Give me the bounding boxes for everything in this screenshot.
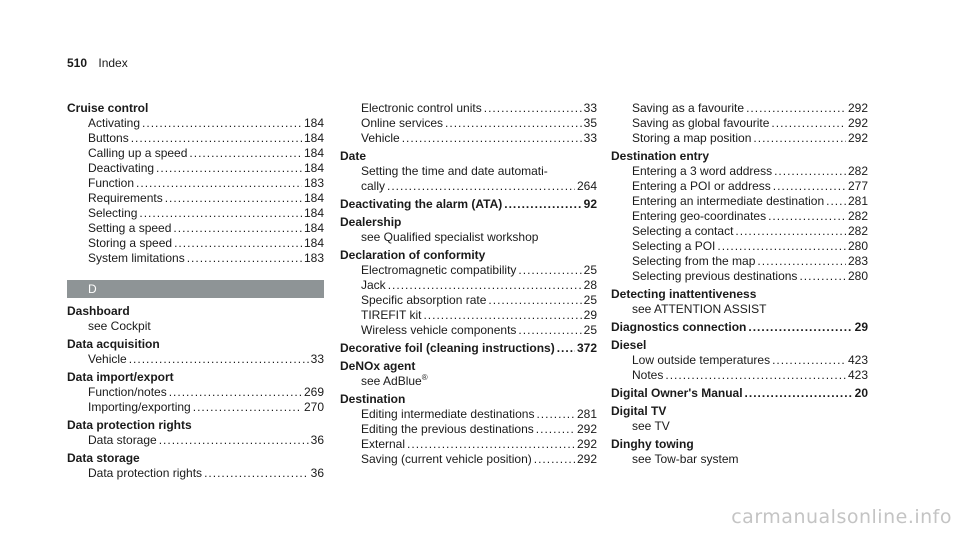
leader-dots [745, 386, 853, 401]
index-entry [67, 418, 324, 448]
leader-dots [504, 197, 581, 212]
entry-heading: Data storage [67, 451, 140, 465]
entry-heading: Digital TV [611, 404, 667, 418]
entry-text: Selecting from the map [632, 254, 756, 268]
index-subentry[interactable] [67, 191, 324, 206]
index-subentry[interactable] [67, 385, 324, 400]
page-reference[interactable]: 277 [847, 179, 868, 193]
index-entry [340, 149, 597, 194]
entry-text: Selecting previous destinations [632, 269, 798, 283]
page-reference[interactable]: 33 [583, 101, 597, 115]
entry-heading: Dashboard [67, 304, 130, 318]
index-subentry[interactable] [611, 194, 868, 209]
entry-text: Low outside temperatures [632, 353, 771, 367]
page-reference[interactable]: 29 [854, 320, 868, 334]
leader-dots [136, 176, 302, 191]
entry-text: Calling up a speed [88, 146, 188, 160]
entry-text: Editing the previous destinations [361, 422, 534, 436]
leader-dots [159, 433, 309, 448]
leader-dots [768, 209, 846, 224]
page-reference[interactable]: 184 [303, 191, 324, 205]
leader-dots [757, 254, 846, 269]
leader-dots [717, 239, 846, 254]
index-subentry[interactable] [67, 161, 324, 176]
page-reference[interactable]: 282 [847, 164, 868, 178]
see-reference[interactable] [611, 302, 868, 317]
index-entry [340, 197, 597, 212]
entry-text: cally [361, 179, 386, 193]
leader-dots [174, 236, 302, 251]
leader-dots [407, 437, 575, 452]
leader-dots [388, 278, 582, 293]
leader-dots [129, 352, 309, 367]
leader-dots [826, 194, 846, 209]
leader-dots [204, 466, 309, 481]
entry-text: Selecting [88, 206, 138, 220]
index-entry [340, 215, 597, 245]
index-subentry[interactable] [67, 251, 324, 266]
see-text: see Tow-bar system [632, 452, 739, 466]
index-subentry[interactable] [611, 239, 868, 254]
entry-text: Online services [361, 116, 444, 130]
see-text: see ATTENTION ASSIST [632, 302, 767, 316]
index-subentry[interactable] [67, 400, 324, 415]
index-entry [340, 392, 597, 467]
page-reference[interactable]: 184 [303, 161, 324, 175]
entry-text: External [361, 437, 406, 451]
page-reference[interactable]: 184 [303, 236, 324, 250]
leader-dots [484, 101, 582, 116]
index-entry-line[interactable] [340, 341, 597, 356]
index-subentry[interactable] [340, 179, 597, 194]
index-entry-line[interactable] [340, 197, 597, 212]
leader-dots [173, 221, 302, 236]
index-subentry[interactable] [340, 452, 597, 467]
leader-dots [735, 224, 846, 239]
index-entry [67, 451, 324, 481]
entry-heading: Destination [340, 392, 406, 406]
page-number: 510 [67, 56, 88, 70]
page-reference[interactable]: 92 [583, 197, 597, 211]
leader-dots [518, 263, 581, 278]
page-reference[interactable]: 292 [847, 131, 868, 145]
leader-dots [518, 323, 581, 338]
index-entry-line[interactable] [611, 320, 868, 335]
index-subentry[interactable] [340, 323, 597, 338]
see-reference[interactable] [340, 374, 597, 389]
entry-heading: Diesel [611, 338, 647, 352]
index-entry [67, 304, 324, 334]
leader-dots [193, 400, 302, 415]
see-reference[interactable] [340, 230, 597, 245]
page-reference[interactable]: 25 [583, 263, 597, 277]
page-reference[interactable]: 372 [576, 341, 597, 355]
index-subentry[interactable] [611, 179, 868, 194]
entry-text: Electromagnetic compatibility [361, 263, 517, 277]
leader-dots [772, 353, 846, 368]
entry-text: Entering a POI or address [632, 179, 771, 193]
entry-text: Vehicle [88, 352, 127, 366]
leader-dots [536, 407, 575, 422]
leader-dots [773, 179, 846, 194]
page-reference[interactable]: 184 [303, 146, 324, 160]
index-entry-line[interactable] [611, 386, 868, 401]
page-reference[interactable]: 29 [583, 308, 597, 322]
entry-heading: Cruise control [67, 101, 149, 115]
page-reference[interactable]: 282 [847, 209, 868, 223]
index-subentry[interactable] [340, 278, 597, 293]
index-column-3 [611, 101, 868, 470]
entry-heading: Declaration of conformity [340, 248, 486, 262]
entry-heading: Data import/export [67, 370, 174, 384]
leader-dots [748, 320, 852, 335]
entry-text: Requirements [88, 191, 163, 205]
leader-dots [139, 206, 302, 221]
index-entry [340, 248, 597, 338]
index-subentry[interactable] [611, 164, 868, 179]
entry-heading: Date [340, 149, 367, 163]
index-subentry[interactable] [611, 116, 868, 131]
leader-dots [488, 293, 581, 308]
leader-dots [187, 251, 302, 266]
entry-text: Selecting a POI [632, 239, 716, 253]
index-subentry[interactable] [611, 269, 868, 284]
page-reference[interactable]: 423 [847, 368, 868, 382]
page-reference[interactable]: 292 [576, 422, 597, 436]
page-reference[interactable]: 28 [583, 278, 597, 292]
page-reference[interactable]: 292 [847, 116, 868, 130]
page-reference[interactable]: 292 [576, 452, 597, 466]
index-subentry[interactable] [67, 206, 324, 221]
leader-dots [169, 385, 302, 400]
leader-dots [753, 131, 846, 146]
index-subentry[interactable] [611, 131, 868, 146]
index-subentry[interactable] [67, 116, 324, 131]
watermark: carmanualsonline.info [731, 506, 952, 528]
see-reference[interactable] [67, 319, 324, 334]
page-reference[interactable]: 184 [303, 206, 324, 220]
index-subentry[interactable] [67, 352, 324, 367]
entry-text: Storing a map position [632, 131, 752, 145]
leader-dots [665, 368, 846, 383]
index-entry [67, 101, 324, 266]
index-subentry[interactable] [67, 176, 324, 191]
index-entry [611, 101, 868, 146]
entry-text: Deactivating the alarm (ATA) [340, 197, 503, 211]
leader-dots [156, 161, 302, 176]
index-subentry[interactable] [611, 368, 868, 383]
entry-text: Electronic control units [361, 101, 482, 115]
page-reference[interactable]: 281 [847, 194, 868, 208]
leader-dots [131, 131, 302, 146]
page-title: Index [98, 56, 128, 70]
entry-heading: Data protection rights [67, 418, 192, 432]
index-subentry[interactable] [67, 146, 324, 161]
index-subentry[interactable] [67, 466, 324, 481]
index-subentry[interactable] [611, 101, 868, 116]
see-text: see TV [632, 419, 670, 433]
entry-text: TIREFIT kit [361, 308, 422, 322]
index-subentry[interactable] [67, 433, 324, 448]
leader-dots [142, 116, 302, 131]
index-subentry[interactable] [340, 308, 597, 323]
page-reference[interactable]: 183 [303, 251, 324, 265]
entry-text: Data protection rights [88, 466, 203, 480]
entry-text: Data storage [88, 433, 157, 447]
entry-heading: Data acquisition [67, 337, 160, 351]
index-entry [611, 404, 868, 434]
entry-text: Specific absorption rate [361, 293, 487, 307]
index-subentry[interactable] [611, 254, 868, 269]
entry-text: Buttons [88, 131, 129, 145]
leader-dots [799, 269, 846, 284]
page-reference[interactable]: 423 [847, 353, 868, 367]
entry-text: Jack [361, 278, 386, 292]
index-column-1 [67, 101, 324, 484]
index-column-2 [340, 101, 597, 470]
page-header [67, 56, 128, 70]
entry-text: Setting a speed [88, 221, 172, 235]
page-reference[interactable]: 292 [847, 101, 868, 115]
entry-text: Digital Owner's Manual [611, 386, 743, 400]
entry-text: Activating [88, 116, 141, 130]
entry-text: Function/notes [88, 385, 167, 399]
index-entry [611, 386, 868, 401]
index-subentry[interactable] [340, 131, 597, 146]
index-entry [611, 338, 868, 383]
leader-dots [771, 116, 846, 131]
index-entry [67, 370, 324, 415]
index-subentry[interactable] [340, 101, 597, 116]
index-subentry[interactable] [67, 221, 324, 236]
entry-heading: Destination entry [611, 149, 710, 163]
index-entry [67, 337, 324, 367]
index-subentry[interactable] [67, 236, 324, 251]
index-entry [611, 437, 868, 467]
index-subentry[interactable] [340, 407, 597, 422]
leader-dots [402, 131, 582, 146]
entry-heading: Detecting inattentiveness [611, 287, 757, 301]
see-text: see Qualified specialist workshop [361, 230, 539, 244]
entry-text: Saving (current vehicle position) [361, 452, 532, 466]
see-text: see Cockpit [88, 319, 151, 333]
index-subentry[interactable] [611, 353, 868, 368]
index-entry [611, 149, 868, 284]
index-subentry[interactable] [340, 422, 597, 437]
leader-dots [774, 164, 846, 179]
page-reference[interactable]: 33 [310, 352, 324, 366]
page-reference[interactable]: 184 [303, 131, 324, 145]
entry-text: Selecting a contact [632, 224, 734, 238]
letter-heading: D [67, 280, 324, 298]
entry-heading: DeNOx agent [340, 359, 416, 373]
entry-text: Wireless vehicle components [361, 323, 517, 337]
entry-text: Entering a 3 word address [632, 164, 773, 178]
index-entry [340, 341, 597, 356]
registered-mark: ® [421, 373, 428, 382]
leader-dots [189, 146, 302, 161]
index-entry [611, 320, 868, 335]
page-reference[interactable]: 280 [847, 269, 868, 283]
index-subentry[interactable] [611, 224, 868, 239]
page-reference[interactable]: 264 [576, 179, 597, 193]
entry-text: Function [88, 176, 135, 190]
page-reference[interactable]: 25 [583, 323, 597, 337]
entry-text: Entering an intermediate destination [632, 194, 825, 208]
page-reference[interactable]: 292 [576, 437, 597, 451]
page-reference[interactable]: 36 [310, 466, 324, 480]
entry-text: Deactivating [88, 161, 155, 175]
page-reference[interactable]: 280 [847, 239, 868, 253]
entry-text: Saving as global favourite [632, 116, 770, 130]
entry-text: Diagnostics connection [611, 320, 747, 334]
index-entry [340, 101, 597, 146]
entry-text: System limitations [88, 251, 185, 265]
page-reference[interactable]: 184 [303, 116, 324, 130]
leader-dots [165, 191, 302, 206]
page-reference[interactable]: 25 [583, 293, 597, 307]
leader-dots [557, 341, 575, 356]
index-entry [611, 287, 868, 317]
entry-text: Importing/exporting [88, 400, 191, 414]
index-subentry[interactable] [611, 209, 868, 224]
page-reference[interactable]: 33 [583, 131, 597, 145]
leader-dots [534, 452, 575, 467]
index-entry [340, 359, 597, 389]
see-reference[interactable] [611, 452, 868, 467]
leader-dots [445, 116, 582, 131]
entry-text: Notes [632, 368, 664, 382]
see-text: see AdBlue [361, 374, 422, 388]
page-reference[interactable]: 184 [303, 221, 324, 235]
entry-text-wrapped: Setting the time and date automati- [361, 164, 548, 178]
index-subentry[interactable] [67, 131, 324, 146]
entry-heading: Dealership [340, 215, 402, 229]
leader-dots [746, 101, 846, 116]
entry-text: Editing intermediate destinations [361, 407, 535, 421]
entry-text: Decorative foil (cleaning instructions) [340, 341, 555, 355]
page-reference[interactable]: 282 [847, 224, 868, 238]
index-subentry[interactable] [340, 263, 597, 278]
page-reference[interactable]: 270 [303, 400, 324, 414]
page-reference[interactable]: 281 [576, 407, 597, 421]
page-reference[interactable]: 269 [303, 385, 324, 399]
index-subentry[interactable] [340, 116, 597, 131]
entry-text: Saving as a favourite [632, 101, 745, 115]
page-reference[interactable]: 183 [303, 176, 324, 190]
see-reference[interactable] [611, 419, 868, 434]
index-subentry[interactable] [340, 437, 597, 452]
entry-text: Storing a speed [88, 236, 173, 250]
leader-dots [387, 179, 575, 194]
leader-dots [423, 308, 581, 323]
leader-dots [536, 422, 575, 437]
entry-text: Entering geo-coordinates [632, 209, 767, 223]
page-reference[interactable]: 35 [583, 116, 597, 130]
page-reference[interactable]: 20 [854, 386, 868, 400]
entry-text: Vehicle [361, 131, 400, 145]
page-reference[interactable]: 36 [310, 433, 324, 447]
entry-heading: Dinghy towing [611, 437, 694, 451]
index-subentry[interactable] [340, 293, 597, 308]
page-reference[interactable]: 283 [847, 254, 868, 268]
